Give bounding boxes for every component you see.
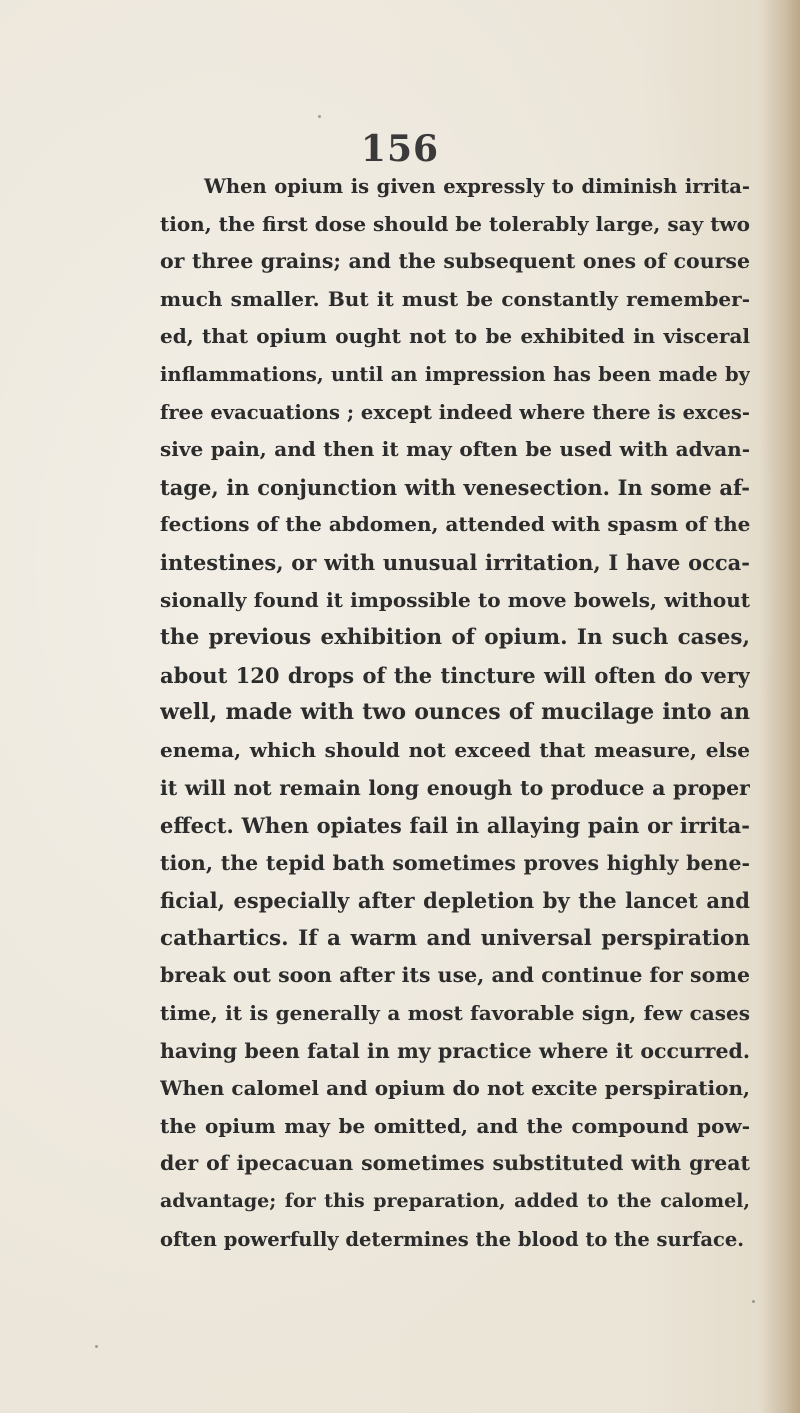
text-line: much smaller. But it must be constantly remember-	[160, 286, 750, 311]
text-line: intestines, or with unusual irritation, I have occa-	[160, 549, 750, 575]
text-line: often powerfully determines the blood to the surface.	[160, 1227, 745, 1251]
text-line: the previous exhibition of opium. In such cases,	[160, 625, 750, 651]
text-line: enema, which should not exceed that measure, else	[160, 737, 750, 762]
paper-speck	[318, 115, 321, 118]
text-line: it will not remain long enough to produce a proper	[160, 775, 750, 800]
text-line: the opium may be omitted, and the compound pow-	[160, 1113, 750, 1138]
text-line: having been fatal in my practice where it occurred.	[160, 1038, 750, 1063]
text-line: sionally found it impossible to move bowels, without	[160, 587, 750, 612]
text-line: break out soon after its use, and continue for some	[160, 963, 750, 988]
page-edge-shadow	[760, 0, 800, 1413]
text-line: tion, the tepid bath sometimes proves highly bene-	[160, 850, 750, 875]
text-line: about 120 drops of the tincture will often do very	[160, 662, 750, 688]
text-line: tage, in conjunction with venesection. In some af-	[160, 474, 750, 500]
text-line: ficial, especially after depletion by the lancet and	[160, 888, 750, 914]
paper-speck	[95, 1345, 98, 1348]
paper-speck	[752, 1300, 755, 1303]
text-line: or three grains; and the subsequent ones of course	[160, 249, 750, 274]
text-line: tion, the first dose should be tolerably large, say two	[160, 211, 750, 236]
text-line: well, made with two ounces of mucilage into an	[160, 699, 750, 726]
text-line: advantage; for this preparation, added to the calomel,	[160, 1190, 750, 1213]
text-line: effect. When opiates fail in allaying pain or irrita-	[160, 813, 750, 839]
text-line: der of ipecacuan sometimes substituted with great	[160, 1151, 750, 1176]
text-line: free evacuations ; except indeed where there is exces-	[160, 400, 750, 424]
text-line: fections of the abdomen, attended with spasm of the	[160, 512, 750, 537]
page-number: 156	[360, 128, 440, 170]
text-line: inflammations, until an impression has been made by	[160, 362, 750, 386]
text-line: When opium is given expressly to diminish irrita-	[204, 175, 750, 198]
text-line: cathartics. If a warm and universal perspiration	[160, 925, 750, 951]
body-paragraph	[160, 168, 750, 1258]
text-line: ed, that opium ought not to be exhibited in visceral	[160, 324, 750, 349]
text-line: When calomel and opium do not excite perspiration,	[160, 1076, 750, 1101]
text-line: sive pain, and then it may often be used with advan-	[160, 437, 750, 462]
text-line: time, it is generally a most favorable sign, few cases	[160, 1001, 750, 1026]
